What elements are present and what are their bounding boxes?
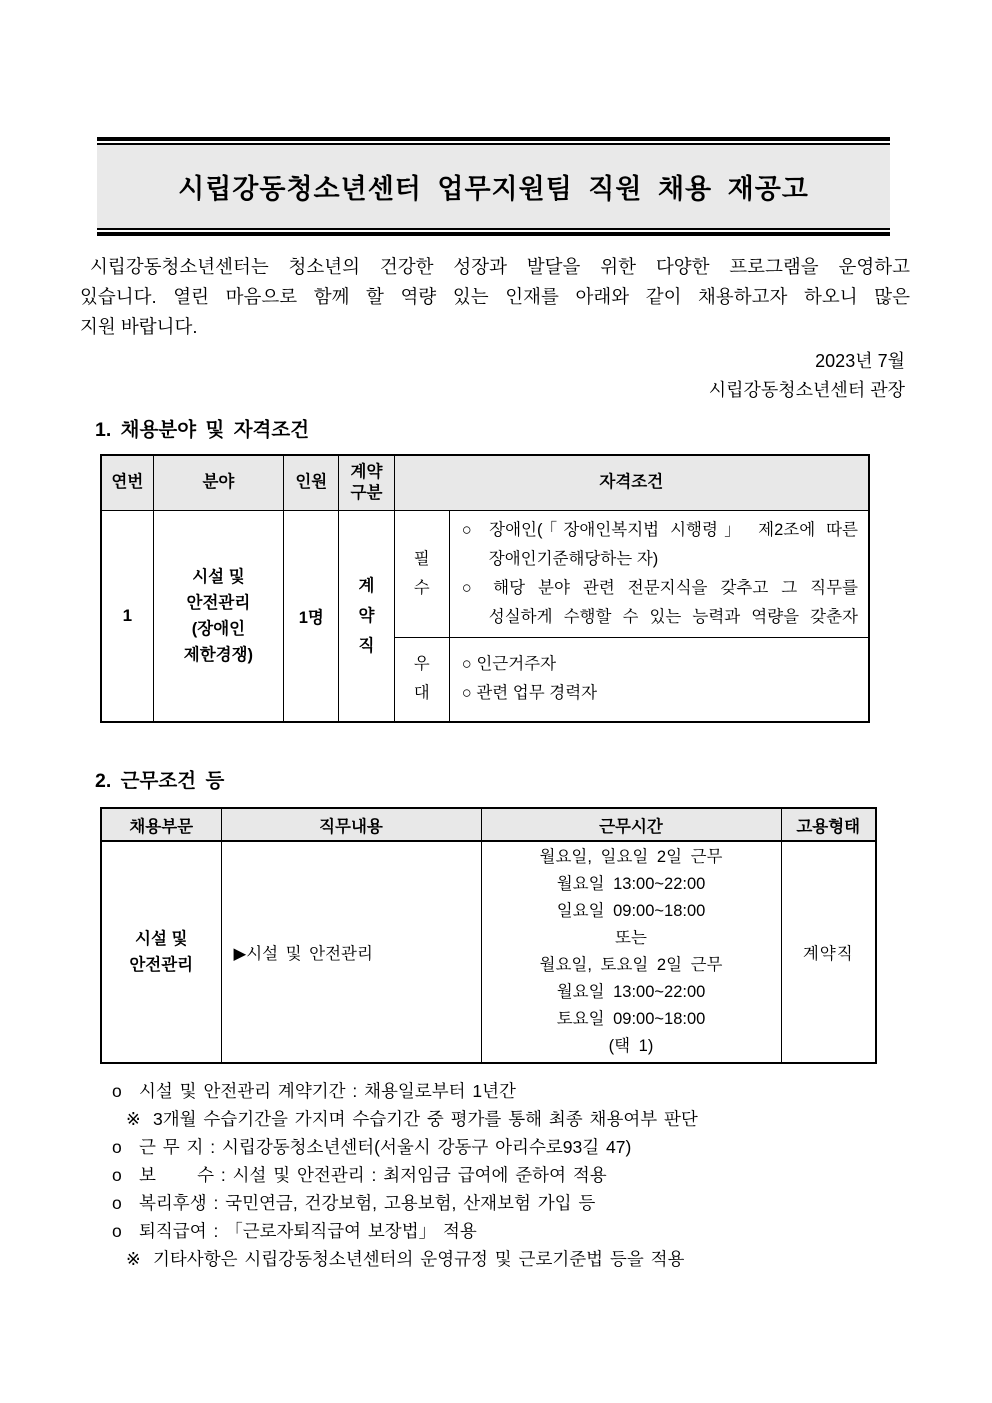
notes-list (112, 1077, 992, 1273)
note-marker: ※ (126, 1109, 141, 1129)
cell-contract-type (339, 510, 394, 722)
cell-required-label (394, 510, 449, 637)
table-header-row (101, 455, 869, 510)
part-line: 시설 및 (135, 930, 188, 948)
note-item (112, 1217, 992, 1245)
recruitment-qualification-table (100, 454, 870, 723)
section-1-heading: 1. 채용분야 및 자격조건 (95, 419, 310, 441)
note-item (112, 1133, 992, 1161)
column-header-field: 분야 (153, 455, 284, 510)
signature-line: 시립강동청소년센터 관장 (708, 380, 905, 400)
column-header-working-hours: 근무시간 (481, 808, 781, 841)
hours-line: (택 1) (608, 1037, 654, 1055)
note-marker: o (112, 1081, 122, 1101)
note-item (112, 1189, 992, 1217)
note-item (126, 1245, 992, 1273)
cell-serial-number: 1 (101, 510, 153, 722)
working-conditions-table (100, 807, 877, 1064)
column-header-employment-type: 고용형태 (781, 808, 876, 841)
note-marker: o (112, 1193, 122, 1213)
required-item-line: ○ 해당 분야 관련 전문지식을 갖추고 그 직무를 (461, 578, 858, 597)
note-item (126, 1105, 992, 1133)
date-line: 2023년 7월 (815, 351, 905, 371)
note-marker: o (112, 1165, 122, 1185)
hours-line: 월요일 13:00~22:00 (556, 983, 706, 1001)
cell-employment-type: 계약직 (781, 841, 876, 1063)
hours-line: 월요일, 토요일 2일 근무 (539, 956, 723, 974)
cell-headcount: 1명 (284, 510, 339, 722)
table-row-conditions (101, 841, 876, 1063)
hours-line: 토요일 09:00~18:00 (556, 1010, 706, 1028)
field-line: 안전관리 (186, 593, 251, 612)
note-text: 보 수 : 시설 및 안전관리 : 최저임금 급여에 준하여 적용 (139, 1165, 607, 1185)
field-line: 제한경쟁) (183, 645, 254, 664)
section-2-heading: 2. 근무조건 등 (95, 770, 225, 792)
column-header-serial: 연번 (101, 455, 153, 510)
note-item (112, 1077, 992, 1105)
column-header-recruitment-part: 채용부문 (101, 808, 221, 841)
table-header-row (101, 808, 876, 841)
preferred-label-char: 대 (413, 684, 430, 703)
preferred-item-line: ○ 인근거주자 (461, 655, 557, 674)
note-text: 복리후생 : 국민연금, 건강보험, 고용보험, 산재보험 가입 등 (139, 1193, 596, 1213)
hours-line: 월요일, 일요일 2일 근무 (539, 848, 723, 866)
document-title: 시립강동청소년센터 업무지원팀 직원 채용 재공고 (178, 174, 809, 204)
part-line: 안전관리 (129, 956, 194, 974)
table-row-required (101, 510, 869, 637)
required-item-line: 성실하게 수행할 수 있는 능력과 역량을 갖춘자 (488, 607, 858, 626)
intro-paragraph (80, 252, 910, 342)
required-label-char: 필 (413, 549, 430, 568)
note-text: 3개월 수습기간을 가지며 수습기간 중 평가를 통해 최종 채용여부 판단 (153, 1109, 698, 1129)
cell-duty: ▶시설 및 안전관리 (221, 841, 481, 1063)
cell-working-hours (481, 841, 781, 1063)
hours-line: 월요일 13:00~22:00 (556, 875, 706, 893)
note-text: 기타사항은 시립강동청소년센터의 운영규정 및 근로기준법 등을 적용 (153, 1249, 685, 1269)
contract-header-line: 구분 (350, 483, 383, 502)
cell-required-content (449, 510, 869, 637)
cell-preferred-content (449, 637, 869, 722)
contract-header-line: 계약 (350, 462, 383, 481)
intro-line: 시립강동청소년센터는 청소년의 건강한 성장과 발달을 위한 다양한 프로그램을 운영하고 (90, 256, 910, 277)
note-marker: o (112, 1137, 122, 1157)
column-header-duty: 직무내용 (221, 808, 481, 841)
title-banner-inner (97, 143, 890, 230)
note-text: 퇴직급여 : 「근로자퇴직급여 보장법」 적용 (139, 1221, 477, 1241)
contract-char: 직 (358, 636, 375, 655)
note-text: 시설 및 안전관리 계약기간 : 채용일로부터 1년간 (139, 1081, 516, 1101)
contract-char: 약 (358, 606, 375, 625)
cell-preferred-label (394, 637, 449, 722)
field-line: (장애인 (191, 619, 246, 638)
intro-line: 있습니다. 열린 마음으로 함께 할 역량 있는 인재를 아래와 같이 채용하고자 하오니 많은 (80, 286, 910, 307)
required-label-char: 수 (413, 578, 430, 597)
note-marker: o (112, 1221, 122, 1241)
cell-field (153, 510, 284, 722)
hours-line: 일요일 09:00~18:00 (556, 902, 706, 920)
note-item (112, 1161, 992, 1189)
intro-line: 지원 바랍니다. (80, 316, 198, 337)
preferred-item-line: ○ 관련 업무 경력자 (461, 684, 598, 703)
column-header-qualification: 자격조건 (394, 455, 869, 510)
note-text: 근 무 지 : 시립강동청소년센터(서울시 강동구 아리수로93길 47) (139, 1137, 632, 1157)
column-header-contract-type (339, 455, 394, 510)
hours-line: 또는 (615, 929, 647, 947)
required-item-line: ○ 장애인(「장애인복지법 시행령」 제2조에 따른 (461, 520, 858, 539)
preferred-label-char: 우 (413, 655, 430, 674)
date-signature-block (0, 347, 905, 405)
column-header-headcount: 인원 (284, 455, 339, 510)
required-item-line: 장애인기준해당하는 자) (488, 549, 659, 568)
field-line: 시설 및 (192, 567, 245, 586)
cell-recruitment-part (101, 841, 221, 1063)
title-banner (97, 137, 890, 236)
contract-char: 계 (358, 576, 375, 595)
note-marker: ※ (126, 1249, 141, 1269)
